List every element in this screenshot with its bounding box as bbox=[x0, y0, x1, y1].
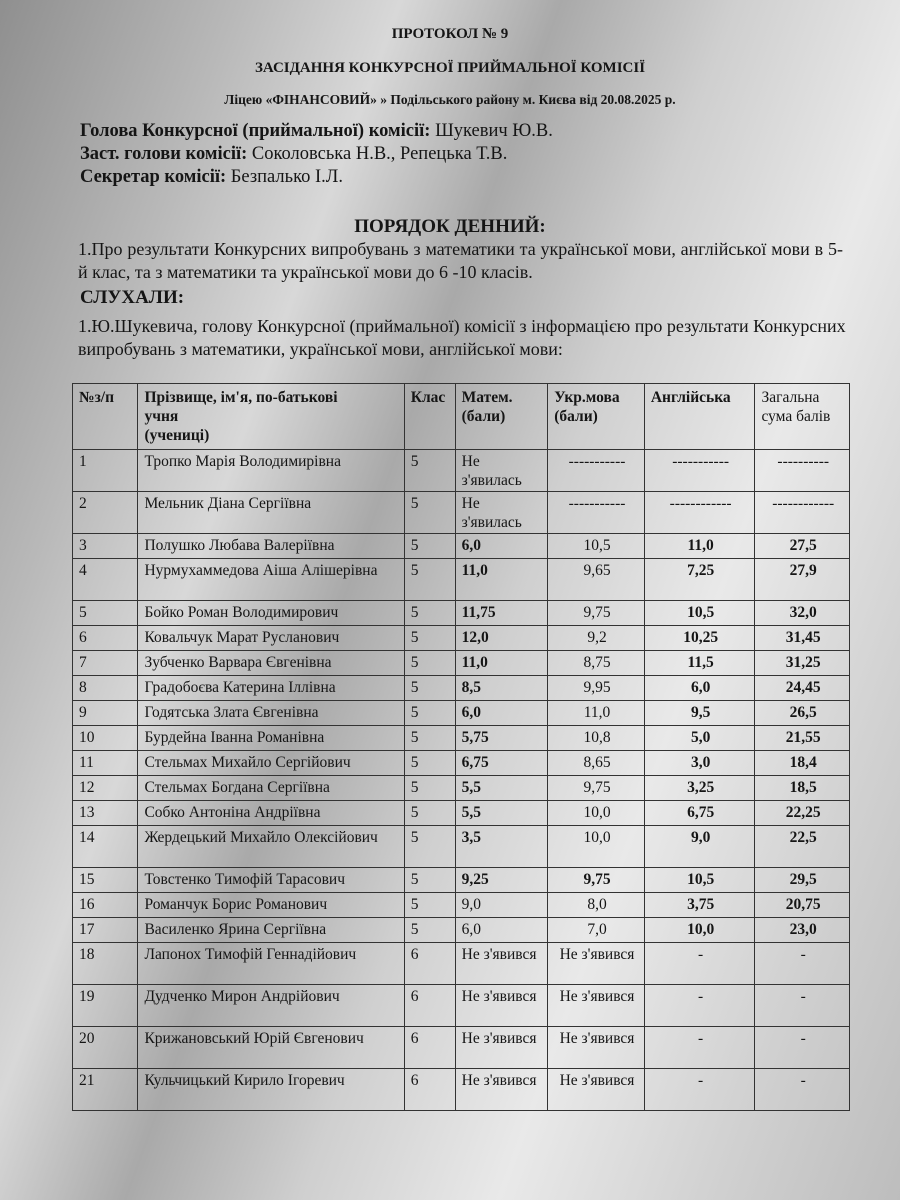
cell-eng: 3,25 bbox=[644, 776, 755, 801]
header-class: Клас bbox=[404, 384, 455, 450]
cell-math: 11,0 bbox=[455, 559, 548, 601]
cell-num: 17 bbox=[73, 918, 138, 943]
cell-num: 20 bbox=[73, 1027, 138, 1069]
header-eng: Англійська bbox=[644, 384, 755, 450]
cell-ukr: Не з'явився bbox=[548, 943, 645, 985]
heard-title: СЛУХАЛИ: bbox=[80, 287, 185, 308]
cell-eng: - bbox=[644, 943, 755, 985]
cell-math: Не з'явився bbox=[455, 985, 548, 1027]
cell-name: Зубченко Варвара Євгенівна bbox=[138, 651, 404, 676]
table-row bbox=[73, 943, 850, 985]
cell-name: Лапонох Тимофій Геннадійович bbox=[138, 943, 404, 985]
table-row bbox=[73, 826, 850, 868]
agenda-item: 1.Про результати Конкурсних випробувань з математики та української мови, англійської мови в 5-й клас, та з математики та української мови до 6 -10 класів. bbox=[78, 239, 843, 282]
cell-total: 22,5 bbox=[755, 826, 850, 868]
cell-eng: 7,25 bbox=[644, 559, 755, 601]
cell-eng: ----------- bbox=[644, 450, 755, 492]
cell-class: 5 bbox=[404, 893, 455, 918]
cell-math: Не з'явився bbox=[455, 1069, 548, 1111]
table-row bbox=[73, 776, 850, 801]
cell-num: 8 bbox=[73, 676, 138, 701]
cell-class: 5 bbox=[404, 559, 455, 601]
commission-secretary: Секретар комісії: Безпалько І.Л. bbox=[80, 167, 343, 187]
cell-name: Товстенко Тимофій Тарасович bbox=[138, 868, 404, 893]
cell-ukr: 10,0 bbox=[548, 826, 645, 868]
cell-eng: 11,0 bbox=[644, 534, 755, 559]
cell-total: 32,0 bbox=[755, 601, 850, 626]
cell-name: Годятська Злата Євгенівна bbox=[138, 701, 404, 726]
cell-ukr: 7,0 bbox=[548, 918, 645, 943]
cell-ukr: 9,2 bbox=[548, 626, 645, 651]
cell-ukr: 9,65 bbox=[548, 559, 645, 601]
cell-ukr: 10,0 bbox=[548, 801, 645, 826]
cell-name: Тропко Марія Володимирівна bbox=[138, 450, 404, 492]
cell-total: 27,9 bbox=[755, 559, 850, 601]
cell-math: Не з'явилась bbox=[455, 450, 548, 492]
table-row bbox=[73, 726, 850, 751]
cell-name: Крижановський Юрій Євгенович bbox=[138, 1027, 404, 1069]
table-header-row bbox=[73, 384, 850, 450]
cell-eng: 6,0 bbox=[644, 676, 755, 701]
cell-eng: 5,0 bbox=[644, 726, 755, 751]
cell-ukr: 8,65 bbox=[548, 751, 645, 776]
table-row bbox=[73, 868, 850, 893]
results-table bbox=[72, 383, 850, 1111]
table-row bbox=[73, 985, 850, 1027]
cell-class: 6 bbox=[404, 985, 455, 1027]
table-row bbox=[73, 893, 850, 918]
cell-num: 9 bbox=[73, 701, 138, 726]
cell-name: Нурмухаммедова Аіша Алішерівна bbox=[138, 559, 404, 601]
cell-name: Ковальчук Марат Русланович bbox=[138, 626, 404, 651]
cell-num: 15 bbox=[73, 868, 138, 893]
cell-math: Не з'явився bbox=[455, 1027, 548, 1069]
cell-name: Дудченко Мирон Андрійович bbox=[138, 985, 404, 1027]
cell-num: 18 bbox=[73, 943, 138, 985]
cell-num: 14 bbox=[73, 826, 138, 868]
cell-total: 23,0 bbox=[755, 918, 850, 943]
table-row bbox=[73, 559, 850, 601]
cell-class: 5 bbox=[404, 826, 455, 868]
cell-math: 9,0 bbox=[455, 893, 548, 918]
cell-ukr: 8,0 bbox=[548, 893, 645, 918]
cell-math: 9,25 bbox=[455, 868, 548, 893]
table-row bbox=[73, 626, 850, 651]
cell-math: 6,0 bbox=[455, 918, 548, 943]
institution-line: Ліцею «ФІНАНСОВИЙ» » Подільського району м. Києва від 20.08.2025 р. bbox=[224, 92, 676, 107]
cell-num: 3 bbox=[73, 534, 138, 559]
cell-total: ------------ bbox=[755, 492, 850, 534]
cell-num: 16 bbox=[73, 893, 138, 918]
cell-ukr: ----------- bbox=[548, 450, 645, 492]
header-total: Загальна сума балів bbox=[755, 384, 850, 450]
cell-total: - bbox=[755, 985, 850, 1027]
cell-eng: 10,5 bbox=[644, 601, 755, 626]
cell-class: 6 bbox=[404, 943, 455, 985]
cell-ukr: 11,0 bbox=[548, 701, 645, 726]
cell-name: Жердецький Михайло Олексійович bbox=[138, 826, 404, 868]
protocol-title: ПРОТОКОЛ № 9 bbox=[391, 26, 509, 42]
cell-num: 5 bbox=[73, 601, 138, 626]
table-row bbox=[73, 1069, 850, 1111]
table-body bbox=[73, 450, 850, 1111]
cell-eng: 3,0 bbox=[644, 751, 755, 776]
commission-info bbox=[80, 120, 553, 189]
cell-num: 4 bbox=[73, 559, 138, 601]
cell-name: Кульчицький Кирило Ігоревич bbox=[138, 1069, 404, 1111]
cell-ukr: 10,8 bbox=[548, 726, 645, 751]
cell-class: 5 bbox=[404, 776, 455, 801]
cell-math: Не з'явився bbox=[455, 943, 548, 985]
cell-name: Стельмах Михайло Сергійович bbox=[138, 751, 404, 776]
cell-ukr: Не з'явився bbox=[548, 1069, 645, 1111]
cell-class: 6 bbox=[404, 1027, 455, 1069]
cell-name: Стельмах Богдана Сергіївна bbox=[138, 776, 404, 801]
cell-class: 5 bbox=[404, 534, 455, 559]
cell-num: 2 bbox=[73, 492, 138, 534]
cell-ukr: 10,5 bbox=[548, 534, 645, 559]
table-row bbox=[73, 751, 850, 776]
table-row bbox=[73, 601, 850, 626]
table-row bbox=[73, 492, 850, 534]
cell-math: 11,75 bbox=[455, 601, 548, 626]
cell-ukr: 9,95 bbox=[548, 676, 645, 701]
cell-total: 29,5 bbox=[755, 868, 850, 893]
cell-math: 6,0 bbox=[455, 534, 548, 559]
cell-eng: - bbox=[644, 985, 755, 1027]
header-math: Матем. (бали) bbox=[455, 384, 548, 450]
cell-class: 5 bbox=[404, 701, 455, 726]
cell-num: 7 bbox=[73, 651, 138, 676]
cell-class: 5 bbox=[404, 868, 455, 893]
commission-head: Голова Конкурсної (приймальної) комісії: Шукевич Ю.В. bbox=[80, 121, 553, 141]
cell-name: Бойко Роман Володимирович bbox=[138, 601, 404, 626]
cell-math: 3,5 bbox=[455, 826, 548, 868]
table-row bbox=[73, 701, 850, 726]
cell-ukr: Не з'явився bbox=[548, 985, 645, 1027]
cell-total: 31,45 bbox=[755, 626, 850, 651]
cell-eng: ------------ bbox=[644, 492, 755, 534]
cell-total: - bbox=[755, 1069, 850, 1111]
cell-num: 19 bbox=[73, 985, 138, 1027]
cell-math: Не з'явилась bbox=[455, 492, 548, 534]
cell-math: 5,5 bbox=[455, 801, 548, 826]
cell-total: - bbox=[755, 1027, 850, 1069]
cell-eng: 6,75 bbox=[644, 801, 755, 826]
cell-ukr: ----------- bbox=[548, 492, 645, 534]
cell-total: 24,45 bbox=[755, 676, 850, 701]
cell-math: 8,5 bbox=[455, 676, 548, 701]
cell-ukr: Не з'явився bbox=[548, 1027, 645, 1069]
cell-name: Бурдейна Іванна Романівна bbox=[138, 726, 404, 751]
cell-eng: 9,5 bbox=[644, 701, 755, 726]
cell-name: Василенко Ярина Сергіївна bbox=[138, 918, 404, 943]
cell-total: 20,75 bbox=[755, 893, 850, 918]
agenda-title: ПОРЯДОК ДЕННИЙ: bbox=[354, 216, 546, 237]
cell-num: 13 bbox=[73, 801, 138, 826]
cell-class: 5 bbox=[404, 801, 455, 826]
heard-item: 1.Ю.Шукевича, голову Конкурсної (приймальної) комісії з інформацією про результати Конкурсних випробувань з математики, української мови, англійської мови: bbox=[78, 316, 846, 359]
cell-eng: - bbox=[644, 1069, 755, 1111]
cell-total: 21,55 bbox=[755, 726, 850, 751]
cell-math: 5,75 bbox=[455, 726, 548, 751]
cell-eng: 11,5 bbox=[644, 651, 755, 676]
cell-ukr: 8,75 bbox=[548, 651, 645, 676]
cell-total: 18,5 bbox=[755, 776, 850, 801]
cell-class: 5 bbox=[404, 626, 455, 651]
commission-deputy: Заст. голови комісії: Соколовська Н.В., Репецька Т.В. bbox=[80, 144, 508, 164]
cell-class: 5 bbox=[404, 726, 455, 751]
cell-name: Мельник Діана Сергіївна bbox=[138, 492, 404, 534]
cell-total: 27,5 bbox=[755, 534, 850, 559]
cell-total: 22,25 bbox=[755, 801, 850, 826]
cell-num: 11 bbox=[73, 751, 138, 776]
cell-name: Собко Антоніна Андріївна bbox=[138, 801, 404, 826]
cell-class: 5 bbox=[404, 450, 455, 492]
cell-total: 18,4 bbox=[755, 751, 850, 776]
cell-class: 5 bbox=[404, 676, 455, 701]
cell-ukr: 9,75 bbox=[548, 776, 645, 801]
cell-eng: 10,0 bbox=[644, 918, 755, 943]
cell-class: 5 bbox=[404, 751, 455, 776]
cell-math: 5,5 bbox=[455, 776, 548, 801]
cell-total: 26,5 bbox=[755, 701, 850, 726]
cell-num: 1 bbox=[73, 450, 138, 492]
cell-class: 5 bbox=[404, 918, 455, 943]
table-row bbox=[73, 918, 850, 943]
cell-class: 5 bbox=[404, 651, 455, 676]
cell-num: 10 bbox=[73, 726, 138, 751]
cell-eng: 10,25 bbox=[644, 626, 755, 651]
cell-total: ---------- bbox=[755, 450, 850, 492]
cell-num: 21 bbox=[73, 1069, 138, 1111]
table-row bbox=[73, 1027, 850, 1069]
cell-class: 5 bbox=[404, 601, 455, 626]
cell-total: 31,25 bbox=[755, 651, 850, 676]
cell-name: Градобоєва Катерина Іллівна bbox=[138, 676, 404, 701]
table-row bbox=[73, 450, 850, 492]
cell-math: 6,0 bbox=[455, 701, 548, 726]
table-row bbox=[73, 801, 850, 826]
cell-math: 12,0 bbox=[455, 626, 548, 651]
table-row bbox=[73, 651, 850, 676]
cell-num: 6 bbox=[73, 626, 138, 651]
header-name: Прізвище, ім'я, по-батькові учня (учениці) bbox=[138, 384, 404, 450]
cell-ukr: 9,75 bbox=[548, 868, 645, 893]
cell-class: 6 bbox=[404, 1069, 455, 1111]
cell-eng: - bbox=[644, 1027, 755, 1069]
cell-class: 5 bbox=[404, 492, 455, 534]
cell-name: Романчук Борис Романович bbox=[138, 893, 404, 918]
table-row bbox=[73, 676, 850, 701]
cell-eng: 9,0 bbox=[644, 826, 755, 868]
cell-ukr: 9,75 bbox=[548, 601, 645, 626]
protocol-subtitle: ЗАСІДАННЯ КОНКУРСНОЇ ПРИЙМАЛЬНОЇ КОМІСІЇ bbox=[254, 60, 646, 76]
cell-total: - bbox=[755, 943, 850, 985]
table-row bbox=[73, 534, 850, 559]
cell-num: 12 bbox=[73, 776, 138, 801]
header-ukr: Укр.мова (бали) bbox=[548, 384, 645, 450]
cell-eng: 10,5 bbox=[644, 868, 755, 893]
cell-eng: 3,75 bbox=[644, 893, 755, 918]
header-num: №з/п bbox=[73, 384, 138, 450]
cell-name: Полушко Любава Валеріївна bbox=[138, 534, 404, 559]
cell-math: 11,0 bbox=[455, 651, 548, 676]
cell-math: 6,75 bbox=[455, 751, 548, 776]
